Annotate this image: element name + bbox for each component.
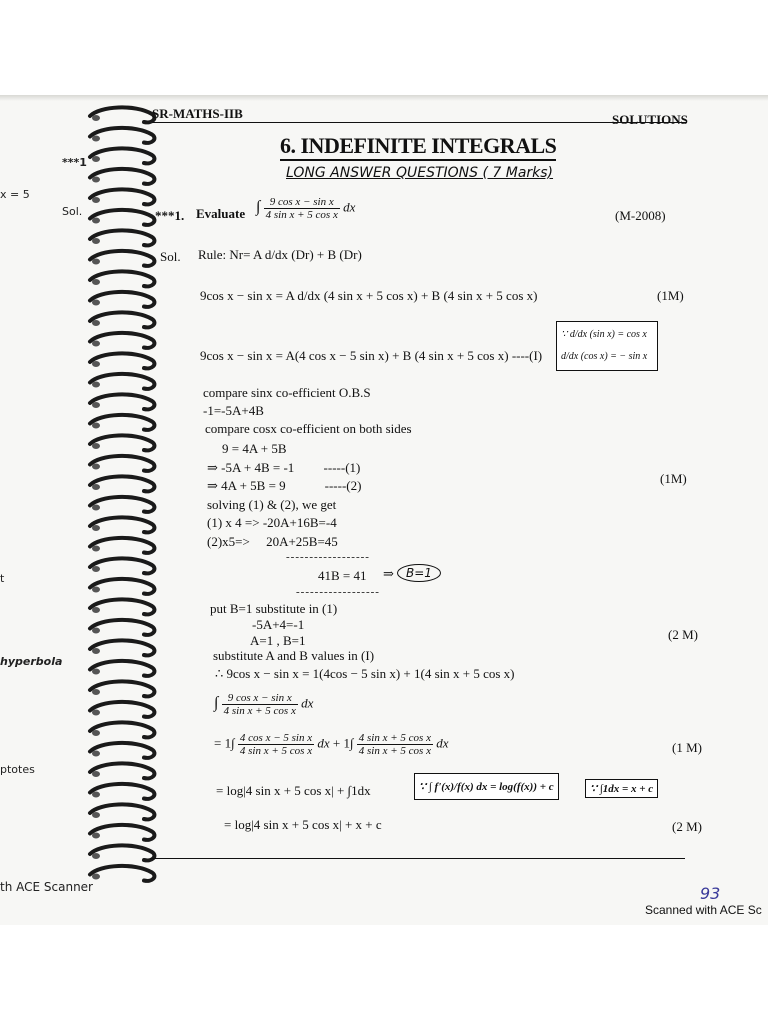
log-line-1: = log|4 sin x + 5 cos x| + ∫1dx <box>216 783 371 798</box>
binding-hole <box>92 730 100 736</box>
header-right: SOLUTIONS <box>612 112 688 127</box>
eq-3: ⇒ -5A + 4B = -1 -----(1) <box>207 460 361 475</box>
binding-hole <box>92 320 100 326</box>
binding-hole <box>92 587 100 593</box>
binding-hole <box>92 546 100 552</box>
binding-hole <box>92 341 100 347</box>
log-rule-box: ∵ ∫ f'(x)/f(x) dx = log(f(x)) + c <box>414 773 559 800</box>
spiral-coil <box>90 312 154 327</box>
integral-line-2: = 1∫ $\frac{\text{4 cos x − 5 sin x}}{\text{4 sin x + 5 cos x}}$ dx + 1∫ $\frac{\text{4 sin x + 5 cos x}}{\text{4 sin x + 5 cos x}}$ dx <box>214 732 449 757</box>
spiral-coil <box>90 763 154 778</box>
question-number: ***1. <box>155 208 185 223</box>
binding-hole <box>92 279 100 285</box>
eq-1: -1=-5A+4B <box>203 403 264 418</box>
eq-2: 9 = 4A + 5B <box>222 441 287 456</box>
binding-hole <box>92 628 100 634</box>
spiral-coil <box>90 456 154 471</box>
binding-hole <box>92 382 100 388</box>
header-rule <box>152 122 687 123</box>
binding-hole <box>92 136 100 142</box>
spiral-coil <box>90 538 154 553</box>
log-line-2: = log|4 sin x + 5 cos x| + x + c <box>224 817 382 832</box>
page-number: 93 <box>700 884 721 903</box>
derivative-sin: ∵ d/dx (sin x) = cos x <box>561 329 647 340</box>
integral-line-1: ∫ $\frac{\text{9 cos x − sin x}}{\text{4 sin x + 5 cos x}}$ dx <box>214 692 314 717</box>
spiral-coil <box>90 169 154 184</box>
integral-fraction-1: $\frac{\text{9 cos x − sin x}}{\text{4 sin x + 5 cos x}}$ <box>223 692 296 717</box>
margin-hyperbola: hyperbola <box>0 655 63 668</box>
spiral-coil <box>90 558 154 573</box>
margin-ptotes: ptotes <box>0 763 35 776</box>
binding-hole <box>92 874 100 880</box>
derivative-cos: d/dx (cos x) = − sin x <box>561 351 648 362</box>
mark-3: (2 M) <box>668 627 698 642</box>
spiral-coil <box>90 394 154 409</box>
integral-one-box: ∵ ∫1dx = x + c <box>585 779 658 798</box>
eq-4: ⇒ 4A + 5B = 9 -----(2) <box>207 478 362 493</box>
footer-rule <box>150 858 685 859</box>
mark-5: (2 M) <box>672 819 702 834</box>
binding-hole <box>92 669 100 675</box>
spiral-coil <box>90 210 154 225</box>
spiral-coil <box>90 128 154 143</box>
spiral-coil <box>90 353 154 368</box>
question-label: Evaluate <box>196 206 246 221</box>
spiral-coil <box>90 702 154 717</box>
mark-4: (1 M) <box>672 740 702 755</box>
rule-line: Rule: Nr= A d/dx (Dr) + B (Dr) <box>198 247 362 262</box>
dash-line-1: ------------------ <box>286 551 370 563</box>
binding-hole <box>92 484 100 490</box>
chapter-title: 6. INDEFINITE INTEGRALS <box>280 133 556 161</box>
binding-hole <box>92 648 100 654</box>
step-2: (2)x5=> 20A+25B=45 <box>207 534 338 549</box>
spiral-coil <box>90 435 154 450</box>
binding-hole <box>92 505 100 511</box>
binding-hole <box>92 689 100 695</box>
binding-hole <box>92 792 100 798</box>
spiral-coil <box>90 292 154 307</box>
question-integral: ∫ $\frac{\text{9 cos x − sin x}}{\text{4 sin x + 5 cos x}}$ dx <box>256 196 356 221</box>
mark-2: (1M) <box>660 471 687 486</box>
binding-hole <box>92 177 100 183</box>
spiral-coil <box>90 620 154 635</box>
binding-hole <box>92 361 100 367</box>
therefore-line: ∴ 9cos x − sin x = 1(4cos − 5 sin x) + 1(4 sin x + 5 cos x) <box>215 666 515 681</box>
binding-hole <box>92 218 100 224</box>
scanner-watermark: Scanned with ACE Sc <box>645 903 762 917</box>
binding-hole <box>92 238 100 244</box>
put-step-2: A=1 , B=1 <box>250 633 306 648</box>
substitute-line: substitute A and B values in (I) <box>213 648 375 663</box>
binding-hole <box>92 853 100 859</box>
binding-hole <box>92 402 100 408</box>
spiral-coil <box>90 599 154 614</box>
binding-hole <box>92 771 100 777</box>
binding-hole <box>92 443 100 449</box>
spiral-coil <box>90 476 154 491</box>
spiral-coil <box>90 148 154 163</box>
step-1: (1) x 4 => -20A+16B=-4 <box>207 515 337 530</box>
dash-line-2: ------------------ <box>296 586 380 598</box>
spiral-coil <box>90 661 154 676</box>
binding-hole <box>92 115 100 121</box>
line-1: 9cos x − sin x = A d/dx (4 sin x + 5 cos x) + B (4 sin x + 5 cos x) <box>200 288 538 303</box>
margin-scanner: th ACE Scanner <box>0 880 93 894</box>
binding-hole <box>92 710 100 716</box>
question-fraction: $\frac{\text{9 cos x − sin x}}{\text{4 sin x + 5 cos x}}$ <box>265 196 338 221</box>
binding-hole <box>92 607 100 613</box>
binding-hole <box>92 812 100 818</box>
section-subtitle: LONG ANSWER QUESTIONS ( 7 Marks) <box>286 165 554 181</box>
result-circle: B=1 <box>397 564 441 582</box>
binding-hole <box>92 833 100 839</box>
binding-hole <box>92 197 100 203</box>
spiral-coil <box>90 825 154 840</box>
result-line: 41B = 41 <box>318 568 367 583</box>
integral-fraction-2b: $\frac{\text{4 sin x + 5 cos x}}{\text{4 sin x + 5 cos x}}$ <box>358 732 431 757</box>
spiral-coil <box>90 866 154 881</box>
binding-hole <box>92 300 100 306</box>
integral-fraction-2a: $\frac{\text{4 cos x − 5 sin x}}{\text{4 sin x + 5 cos x}}$ <box>239 732 313 757</box>
spiral-coil <box>90 333 154 348</box>
derivative-box <box>556 321 658 371</box>
margin-t: t <box>0 572 5 585</box>
spiral-coil <box>90 107 154 122</box>
compare-sin: compare sinx co-efficient O.B.S <box>203 385 371 400</box>
spiral-coil <box>90 517 154 532</box>
binding-hole <box>92 525 100 531</box>
binding-hole <box>92 464 100 470</box>
binding-hole <box>92 566 100 572</box>
margin-stars: ***1 <box>62 156 87 169</box>
spiral-binding <box>60 100 170 900</box>
spiral-coil <box>90 579 154 594</box>
spiral-coil <box>90 415 154 430</box>
solving-line: solving (1) & (2), we get <box>207 497 337 512</box>
binding-hole <box>92 156 100 162</box>
spiral-coil <box>90 497 154 512</box>
binding-hole <box>92 259 100 265</box>
spiral-coil <box>90 743 154 758</box>
binding-hole <box>92 423 100 429</box>
spiral-coil <box>90 804 154 819</box>
spiral-coil <box>90 640 154 655</box>
spiral-coil <box>90 374 154 389</box>
mark-1: (1M) <box>657 288 684 303</box>
line-2: 9cos x − sin x = A(4 cos x − 5 sin x) + B (4 sin x + 5 cos x) ----(I) <box>200 348 543 363</box>
arrow-glyph: ⇒ <box>383 566 394 581</box>
spiral-coil <box>90 722 154 737</box>
put-step-1: -5A+4=-1 <box>252 617 305 632</box>
put-line: put B=1 substitute in (1) <box>210 601 338 616</box>
question-ref: (M-2008) <box>615 208 666 223</box>
solution-label: Sol. <box>160 249 181 264</box>
spiral-coil <box>90 845 154 860</box>
spiral-coil <box>90 230 154 245</box>
binding-hole <box>92 751 100 757</box>
compare-cos: compare cosx co-efficient on both sides <box>205 421 412 436</box>
spiral-coil <box>90 681 154 696</box>
header-left: SR-MATHS-IIB <box>152 106 243 121</box>
spiral-coil <box>90 251 154 266</box>
spiral-coil <box>90 271 154 286</box>
spiral-coil <box>90 189 154 204</box>
margin-eq: x = 5 <box>0 188 30 201</box>
spiral-coil <box>90 784 154 799</box>
margin-sol: Sol. <box>62 205 83 218</box>
